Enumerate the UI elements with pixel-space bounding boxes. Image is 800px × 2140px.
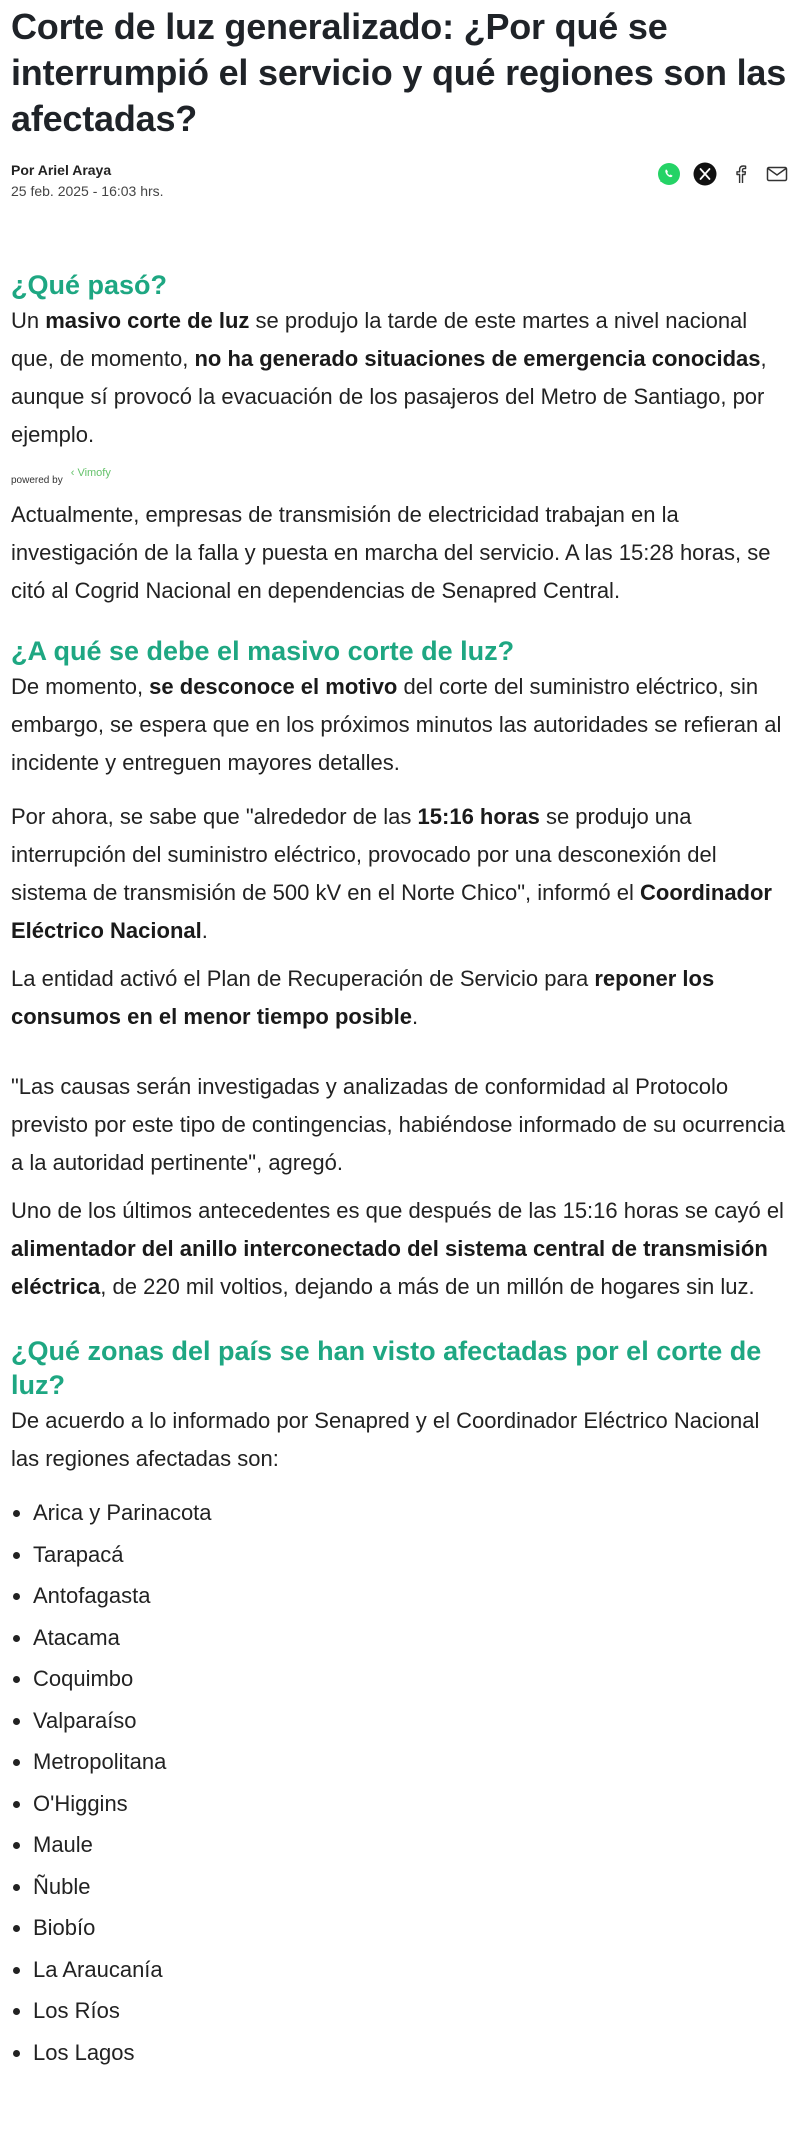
- paragraph: De acuerdo a lo informado por Senapred y el Coordinador Eléctrico Nacional las regiones afectadas son:: [11, 1408, 760, 1471]
- paragraph: La entidad activó el Plan de Recuperación de Servicio para reponer los consumos en el menor tiempo posible.: [11, 966, 715, 1029]
- section-heading-zonas: ¿Qué zonas del país se han visto afectadas por el corte de luz?: [11, 1336, 762, 1400]
- list-item: Coquimbo: [11, 1658, 789, 1700]
- author-name: Por Ariel Araya: [11, 162, 112, 178]
- paragraph: Un masivo corte de luz se produjo la tarde de este martes a nivel nacional que, de momento, no ha generado situaciones de emergencia conocidas, aunque sí provocó la evacuación de los pasajeros del Metro de Santiago, por ejemplo.: [11, 308, 767, 447]
- list-item: Atacama: [11, 1617, 789, 1659]
- powered-by-label: powered by: [11, 474, 63, 486]
- list-item: Maule: [11, 1824, 789, 1866]
- article-title: Corte de luz generalizado: ¿Por qué se interrumpió el servicio y qué regiones son las afectadas?: [11, 6, 787, 139]
- paragraph: Uno de los últimos antecedentes es que después de las 15:16 horas se cayó el alimentador del anillo interconectado del sistema central de transmisión eléctrica, de 220 mil voltios, dejando a más de un millón de hogares sin luz.: [11, 1198, 784, 1299]
- list-item: Tarapacá: [11, 1534, 789, 1576]
- quote-paragraph: "Las causas serán investigadas y analizadas de conformidad al Protocolo previsto por este tipo de contingencias, habiéndose informado de su ocurrencia a la autoridad pertinente", agregó.: [11, 1074, 786, 1175]
- section-heading-causa: ¿A qué se debe el masivo corte de luz?: [11, 636, 515, 666]
- vimofy-mark-icon: ‹: [70, 467, 75, 479]
- list-item: O'Higgins: [11, 1783, 789, 1825]
- paragraph: De momento, se desconoce el motivo del corte del suministro eléctrico, sin embargo, se espera que en los próximos minutos las autoridades se refieran al incidente y entreguen mayores detalles.: [11, 674, 782, 775]
- article-body: [11, 268, 789, 2073]
- list-item: Biobío: [11, 1907, 789, 1949]
- list-item: La Araucanía: [11, 1949, 789, 1991]
- video-player-credit[interactable]: [11, 456, 789, 496]
- mail-icon[interactable]: [765, 162, 789, 186]
- whatsapp-icon[interactable]: [657, 162, 681, 186]
- facebook-icon[interactable]: [729, 162, 753, 186]
- list-item: Metropolitana: [11, 1741, 789, 1783]
- list-item: Los Ríos: [11, 1990, 789, 2032]
- vimofy-logo: ‹ Vimofy: [70, 467, 111, 479]
- list-item: Valparaíso: [11, 1700, 789, 1742]
- publish-date: 25 feb. 2025 - 16:03 hrs.: [11, 183, 164, 199]
- x-icon[interactable]: [693, 162, 717, 186]
- regions-list: [11, 1492, 789, 2073]
- article-meta: [11, 160, 789, 206]
- list-item: Ñuble: [11, 1866, 789, 1908]
- section-heading-que-paso: ¿Qué pasó?: [11, 270, 168, 300]
- share-bar: [657, 162, 789, 186]
- list-item: Antofagasta: [11, 1575, 789, 1617]
- list-item: Arica y Parinacota: [11, 1492, 789, 1534]
- list-item: Los Lagos: [11, 2032, 789, 2074]
- paragraph: Actualmente, empresas de transmisión de electricidad trabajan en la investigación de la falla y puesta en marcha del servicio. A las 15:28 horas, se citó al Cogrid Nacional en dependencias de Senapred Central.: [11, 502, 771, 603]
- paragraph: Por ahora, se sabe que "alrededor de las 15:16 horas se produjo una interrupción del suministro eléctrico, provocado por una desconexión del sistema de transmisión de 500 kV en el Norte Chico", informó el Coordinador Eléctrico Nacional.: [11, 804, 772, 943]
